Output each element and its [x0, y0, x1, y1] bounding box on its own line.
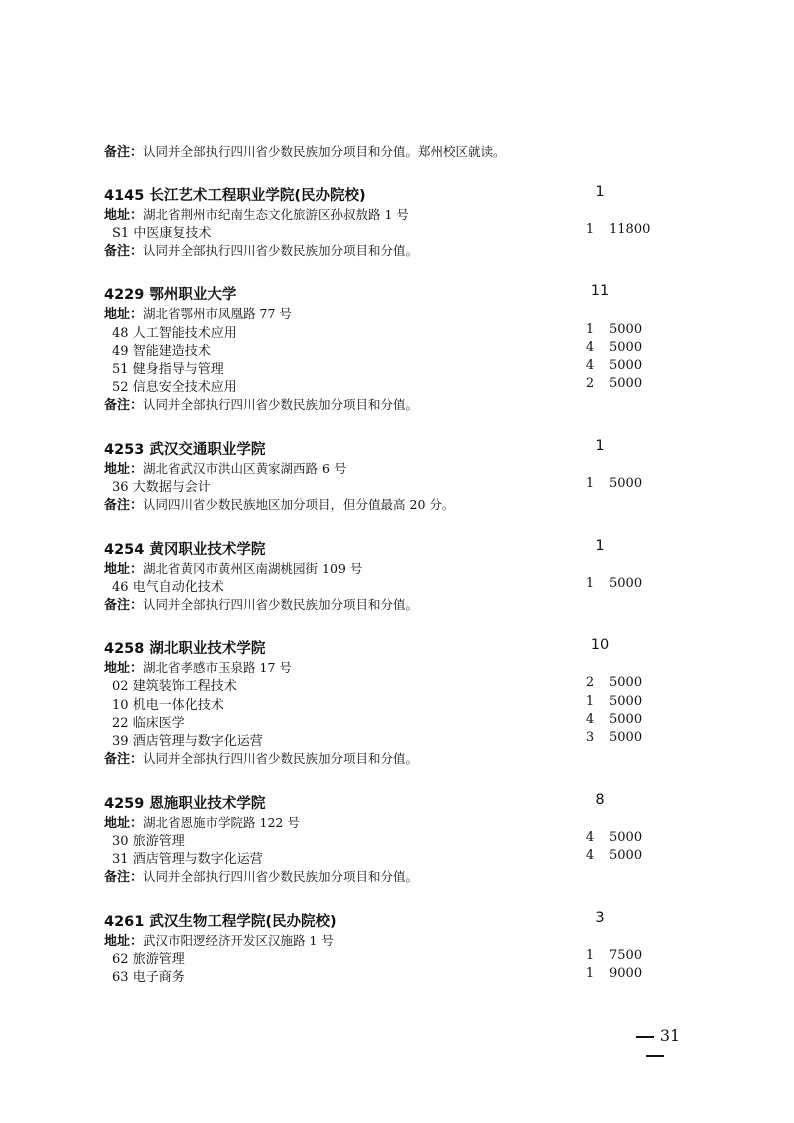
major-name: 酒店管理与数字化运营 [132, 734, 263, 749]
major-code: 62 [112, 952, 129, 967]
major-row [104, 476, 664, 494]
school-address [104, 458, 664, 476]
major-code: 51 [112, 362, 129, 377]
major-code: 36 [112, 480, 129, 495]
major-row [104, 848, 664, 866]
major-code: 48 [112, 326, 129, 341]
major-fee: 5000 [609, 830, 643, 845]
major-qty: 1 [585, 322, 595, 337]
footer-dash-right [646, 1055, 664, 1057]
major-row [104, 358, 664, 376]
major-name: 健身指导与管理 [132, 362, 224, 377]
school-address [104, 303, 664, 321]
school-address [104, 657, 664, 675]
school-note [104, 240, 664, 258]
note-text: 认同并全部执行四川省少数民族加分项目和分值。 [143, 243, 419, 258]
major-fee: 9000 [609, 966, 643, 981]
address-label: 地址： [104, 816, 144, 831]
major-row [104, 376, 664, 394]
school-address [104, 930, 664, 948]
major-row [104, 712, 664, 730]
note-label: 备注： [104, 870, 144, 885]
note-text: 认同并全部执行四川省少数民族加分项目和分值。郑州校区就读。 [143, 144, 506, 159]
address-label: 地址： [104, 307, 144, 322]
address-text: 湖北省鄂州市凤凰路 77 号 [143, 306, 292, 321]
major-code: 49 [112, 344, 129, 359]
school-name: 4261 武汉生物工程学院(民办院校) [104, 914, 337, 930]
major-code: 63 [112, 970, 129, 985]
major-fee: 5000 [609, 376, 643, 391]
note-label: 备注： [104, 598, 144, 613]
school-name: 4253 武汉交通职业学院 [104, 442, 266, 458]
school-header [104, 438, 664, 458]
major-fee: 7500 [609, 948, 643, 963]
major-name: 人工智能技术应用 [132, 326, 237, 341]
address-label: 地址： [104, 562, 144, 577]
note-label: 备注： [104, 398, 144, 413]
major-name: 信息安全技术应用 [132, 380, 237, 395]
major-qty: 4 [585, 358, 595, 373]
major-qty: 2 [585, 376, 595, 391]
school-note [104, 494, 664, 512]
school-header [104, 637, 664, 657]
major-name: 旅游管理 [132, 834, 185, 849]
school-name: 4259 恩施职业技术学院 [104, 796, 266, 812]
note-label: 备注： [104, 752, 144, 767]
major-code: 52 [112, 380, 129, 395]
page-number-footer [615, 1026, 695, 1046]
address-text: 湖北省黄冈市黄州区南湖桃园街 109 号 [143, 561, 363, 576]
major-name: 大数据与会计 [132, 480, 211, 495]
address-label: 地址： [104, 934, 144, 949]
school-name: 4229 鄂州职业大学 [104, 287, 237, 303]
major-row [104, 730, 664, 748]
address-label: 地址： [104, 208, 144, 223]
major-row [104, 694, 664, 712]
school-header [104, 283, 664, 303]
major-qty: 1 [585, 476, 595, 491]
school-note [104, 594, 664, 612]
major-name: 电气自动化技术 [132, 580, 224, 595]
major-qty: 2 [585, 675, 595, 690]
major-fee: 5000 [609, 358, 643, 373]
major-code: S1 [112, 226, 130, 241]
school-name: 4145 长江艺术工程职业学院(民办院校) [104, 188, 366, 204]
major-row [104, 340, 664, 358]
major-name: 建筑装饰工程技术 [132, 679, 237, 694]
major-code: 22 [112, 716, 129, 731]
major-row [104, 830, 664, 848]
major-qty: 4 [585, 712, 595, 727]
major-qty: 4 [585, 340, 595, 355]
note-label: 备注： [104, 244, 144, 259]
major-fee: 5000 [609, 694, 643, 709]
major-row [104, 948, 664, 966]
major-qty: 1 [585, 948, 595, 963]
note-text: 认同四川省少数民族地区加分项目，但分值最高 20 分。 [143, 497, 455, 512]
note-text: 认同并全部执行四川省少数民族加分项目和分值。 [143, 751, 419, 766]
major-name: 临床医学 [132, 716, 185, 731]
school-header [104, 792, 664, 812]
school-note [104, 866, 664, 884]
major-name: 酒店管理与数字化运营 [132, 852, 263, 867]
major-code: 02 [112, 679, 129, 694]
major-name: 中医康复技术 [133, 226, 212, 241]
major-code: 39 [112, 734, 129, 749]
address-text: 湖北省武汉市洪山区黄家湖西路 6 号 [143, 461, 347, 476]
school-name: 4258 湖北职业技术学院 [104, 641, 266, 657]
major-code: 30 [112, 834, 129, 849]
major-code: 10 [112, 698, 129, 713]
address-text: 武汉市阳逻经济开发区汉施路 1 号 [143, 933, 334, 948]
school-count: 1 [595, 438, 605, 454]
major-row [104, 966, 664, 984]
major-row [104, 222, 664, 240]
major-name: 机电一体化技术 [132, 698, 224, 713]
school-count: 8 [595, 792, 605, 808]
major-qty: 4 [585, 848, 595, 863]
school-count: 1 [595, 184, 605, 200]
major-row [104, 322, 664, 340]
major-qty: 1 [585, 694, 595, 709]
major-fee: 5000 [609, 476, 643, 491]
school-header [104, 538, 664, 558]
note-label: 备注： [104, 498, 144, 513]
school-count: 10 [590, 637, 610, 653]
major-code: 31 [112, 852, 129, 867]
school-address [104, 204, 664, 222]
school-header [104, 910, 664, 930]
major-fee: 5000 [609, 848, 643, 863]
address-text: 湖北省荆州市纪南生态文化旅游区孙叔敖路 1 号 [143, 207, 409, 222]
top-note [104, 141, 664, 159]
major-qty: 3 [585, 730, 595, 745]
school-header [104, 184, 664, 204]
school-count: 11 [590, 283, 610, 299]
school-address [104, 558, 664, 576]
major-name: 智能建造技术 [132, 344, 211, 359]
address-label: 地址： [104, 462, 144, 477]
address-text: 湖北省孝感市玉泉路 17 号 [143, 660, 292, 675]
major-fee: 5000 [609, 576, 643, 591]
school-address [104, 812, 664, 830]
note-text: 认同并全部执行四川省少数民族加分项目和分值。 [143, 597, 419, 612]
major-fee: 5000 [609, 712, 643, 727]
note-label: 备注： [104, 145, 144, 160]
school-count: 1 [595, 538, 605, 554]
page-number: 31 [659, 1026, 681, 1045]
major-fee: 5000 [609, 730, 643, 745]
address-label: 地址： [104, 661, 144, 676]
major-qty: 1 [585, 576, 595, 591]
major-qty: 1 [585, 222, 595, 237]
major-name: 旅游管理 [132, 952, 185, 967]
major-code: 46 [112, 580, 129, 595]
school-note [104, 394, 664, 412]
major-fee: 5000 [609, 675, 643, 690]
footer-dash-left [636, 1036, 654, 1038]
major-fee: 5000 [609, 322, 643, 337]
major-fee: 11800 [609, 222, 651, 237]
major-qty: 4 [585, 830, 595, 845]
major-row [104, 576, 664, 594]
major-fee: 5000 [609, 340, 643, 355]
major-row [104, 675, 664, 693]
school-note [104, 748, 664, 766]
note-text: 认同并全部执行四川省少数民族加分项目和分值。 [143, 869, 419, 884]
major-qty: 1 [585, 966, 595, 981]
school-name: 4254 黄冈职业技术学院 [104, 542, 266, 558]
major-name: 电子商务 [132, 970, 185, 985]
note-text: 认同并全部执行四川省少数民族加分项目和分值。 [143, 397, 419, 412]
address-text: 湖北省恩施市学院路 122 号 [143, 815, 300, 830]
school-count: 3 [595, 910, 605, 926]
